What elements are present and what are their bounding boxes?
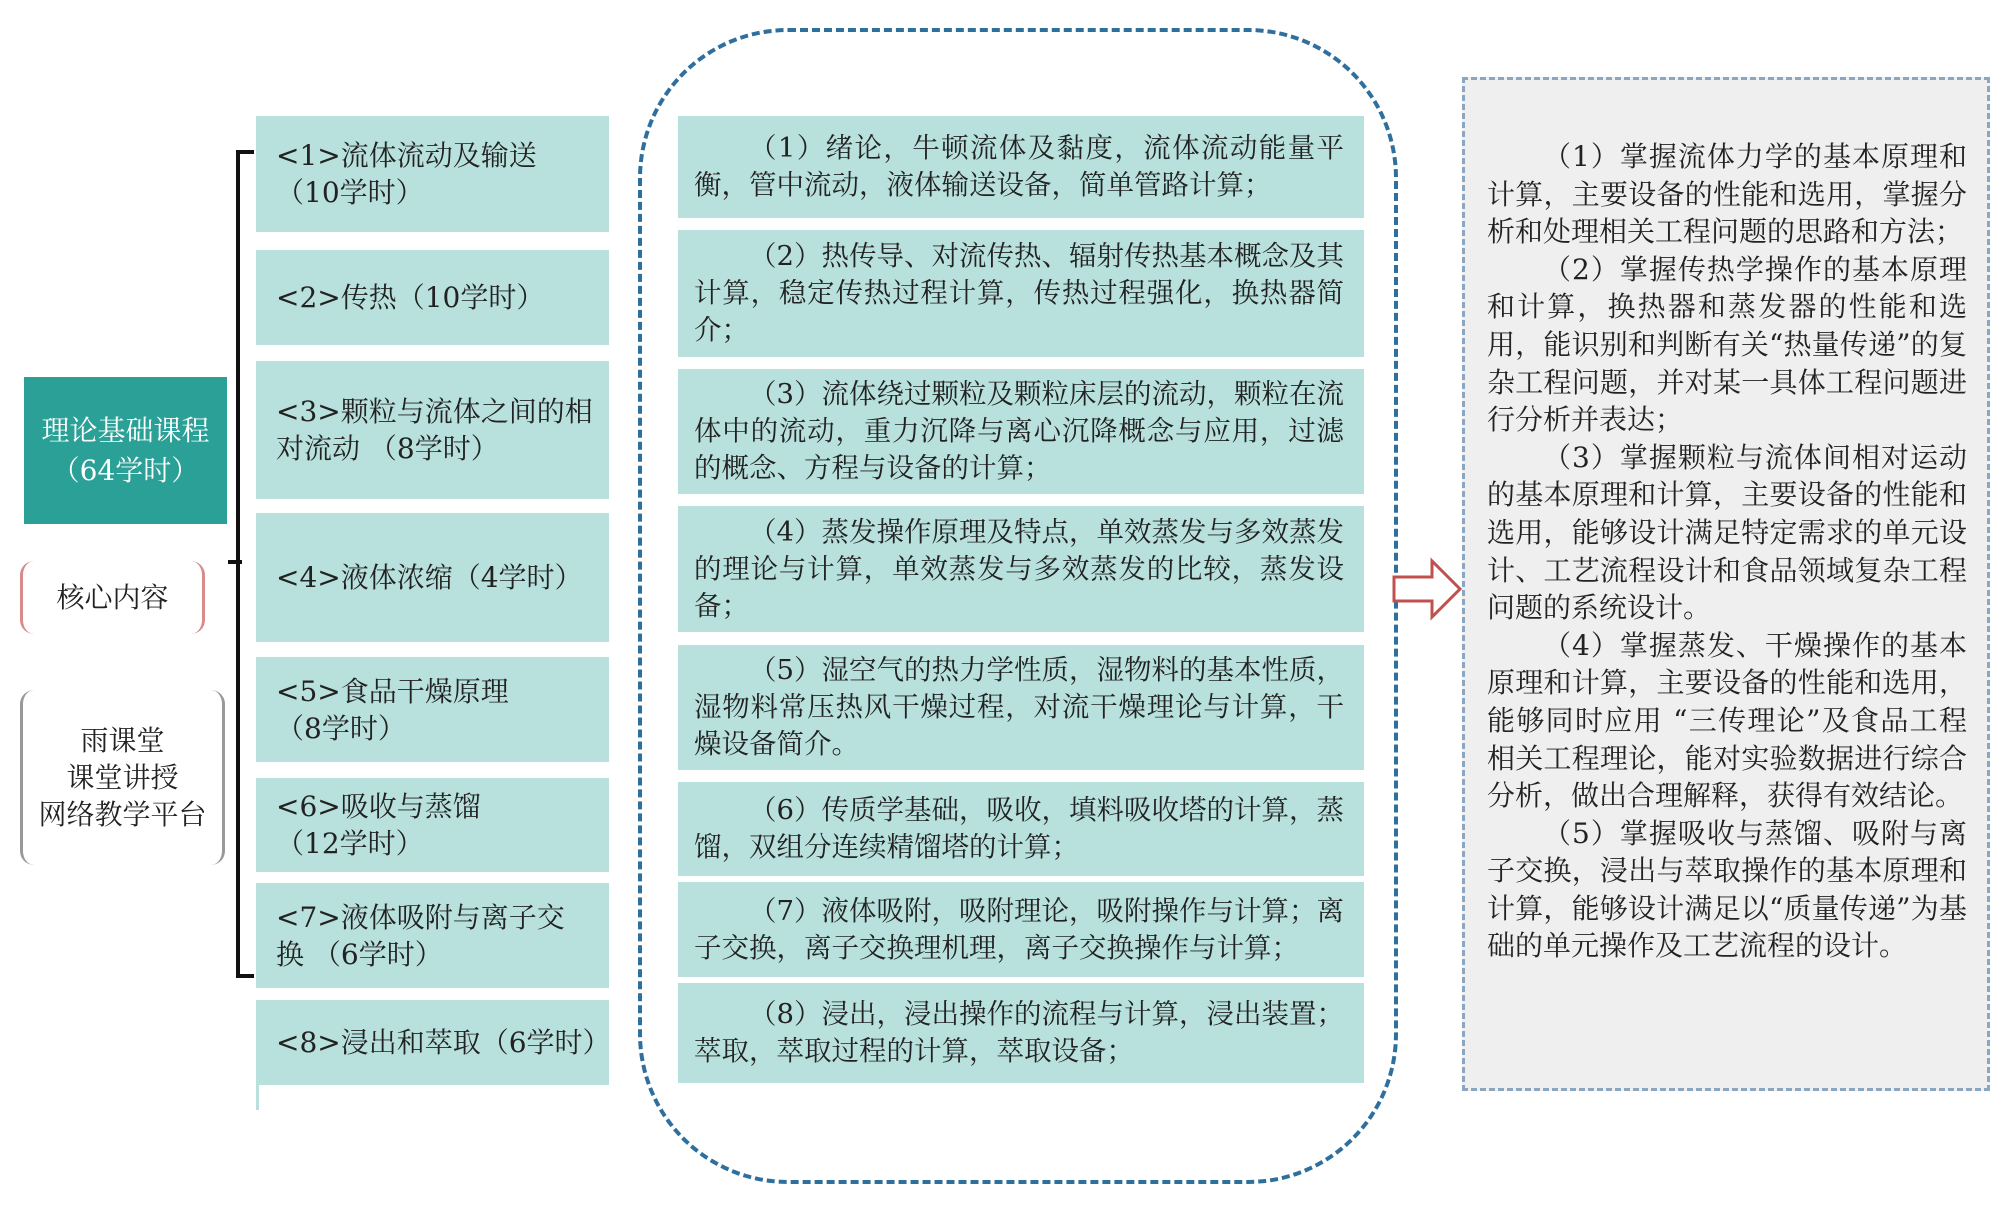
core-content-label: 核心内容 (56, 581, 169, 614)
module-card (256, 513, 609, 642)
description-text: （1）绪论，牛顿流体及黏度，流体流动能量平衡，管中流动，液体输送设备，简单管路计算； (694, 132, 1344, 201)
description-text: （7）液体吸附，吸附理论，吸附操作与计算；离子交换，离子交换理机理，离子交换操作与计算； (694, 894, 1344, 964)
objective-item: （1）掌握流体力学的基本原理和计算，主要设备的性能和选用，掌握分析和处理相关工程问题的思路和方法； (1487, 140, 1967, 249)
module-card (256, 1000, 609, 1085)
objective-item: （3）掌握颗粒与流体间相对运动的基本原理和计算，主要设备的性能和选用，能够设计满足特定需求的单元设计、工艺流程设计和食品领域复杂工程问题的系统设计。 (1487, 440, 1967, 625)
platform-line: 网络教学平台 (38, 798, 207, 831)
theory-course-hours: （64学时） (51, 453, 200, 487)
description-text: （3）流体绕过颗粒及颗粒床层的流动，颗粒在流体中的流动，重力沉降与离心沉降概念与应用，过滤的概念、方程与设备的计算； (694, 378, 1344, 484)
module-card (256, 361, 609, 499)
description-text: （2）热传导、对流传热、辐射传热基本概念及其计算，稳定传热过程计算，传热过程强化，换热器简介； (694, 240, 1344, 346)
module-title: <3>颗粒与流体之间的相 (276, 395, 593, 428)
platform-line: 课堂讲授 (66, 761, 179, 794)
module-title: <4>液体浓缩（4学时） (276, 561, 583, 594)
connector-brace (236, 150, 254, 978)
module-strip (256, 1030, 259, 1110)
objective-item: （2）掌握传热学操作的基本原理和计算，换热器和蒸发器的性能和选用，能识别和判断有关“热量传递”的复杂工程问题，并对某一具体工程问题进行分析并表达； (1487, 252, 1967, 437)
description-text: （6）传质学基础，吸收，填料吸收塔的计算，蒸馏，双组分连续精馏塔的计算； (694, 794, 1344, 863)
content-description (678, 369, 1364, 494)
content-description (678, 645, 1364, 770)
module-card (256, 778, 609, 872)
right-arrow-icon (1392, 557, 1462, 621)
teaching-platform-box (20, 690, 225, 865)
module-hours: （12学时） (276, 827, 424, 860)
module-title: <7>液体吸附与离子交 (276, 900, 565, 934)
description-text: （4）蒸发操作原理及特点，单效蒸发与多效蒸发的理论与计算，单效蒸发与多效蒸发的比较，蒸发设备； (694, 515, 1344, 622)
module-title: <2>传热（10学时） (276, 281, 545, 314)
content-description (678, 116, 1364, 218)
module-card (256, 250, 609, 345)
description-text: （8）浸出，浸出操作的流程与计算，浸出装置；萃取，萃取过程的计算，萃取设备； (694, 998, 1344, 1067)
content-description (678, 882, 1364, 977)
module-hours: 对流动 （8学时） (276, 432, 499, 465)
theory-course-box (24, 377, 227, 524)
theory-course-title: 理论基础课程 (41, 413, 210, 447)
content-description (678, 782, 1364, 876)
description-text: （5）湿空气的热力学性质，湿物料的基本性质，湿物料常压热风干燥过程，对流干燥理论与计算，干燥设备简介。 (694, 654, 1344, 760)
module-hours: （10学时） (276, 176, 424, 209)
module-card (256, 657, 609, 762)
module-title: <5>食品干燥原理 (276, 674, 509, 708)
module-card (256, 116, 609, 232)
core-content-box (20, 561, 205, 634)
content-description (678, 230, 1364, 357)
connector-brace-tick (228, 560, 242, 564)
platform-line: 雨课堂 (80, 724, 165, 757)
content-description (678, 983, 1364, 1083)
objectives-panel (1462, 77, 1990, 1091)
module-title: <8>浸出和萃取（6学时） (276, 1026, 611, 1059)
module-title: <6>吸收与蒸馏 (276, 790, 481, 823)
objective-item: （4）掌握蒸发、干燥操作的基本原理和计算，主要设备的性能和选用，能够同时应用 “三传理论”及食品工程相关工程理论，能对实验数据进行综合分析，做出合理解释，获得有效结论。 (1487, 628, 1967, 813)
module-title: <1>流体流动及输送 (276, 139, 537, 172)
module-hours: 换 （6学时） (276, 937, 443, 971)
module-hours: （8学时） (276, 711, 406, 745)
objective-item: （5）掌握吸收与蒸馏、吸附与离子交换，浸出与萃取操作的基本原理和计算，能够设计满足以“质量传递”为基础的单元操作及工艺流程的设计。 (1487, 816, 1967, 963)
module-card (256, 883, 609, 988)
content-description (678, 506, 1364, 632)
